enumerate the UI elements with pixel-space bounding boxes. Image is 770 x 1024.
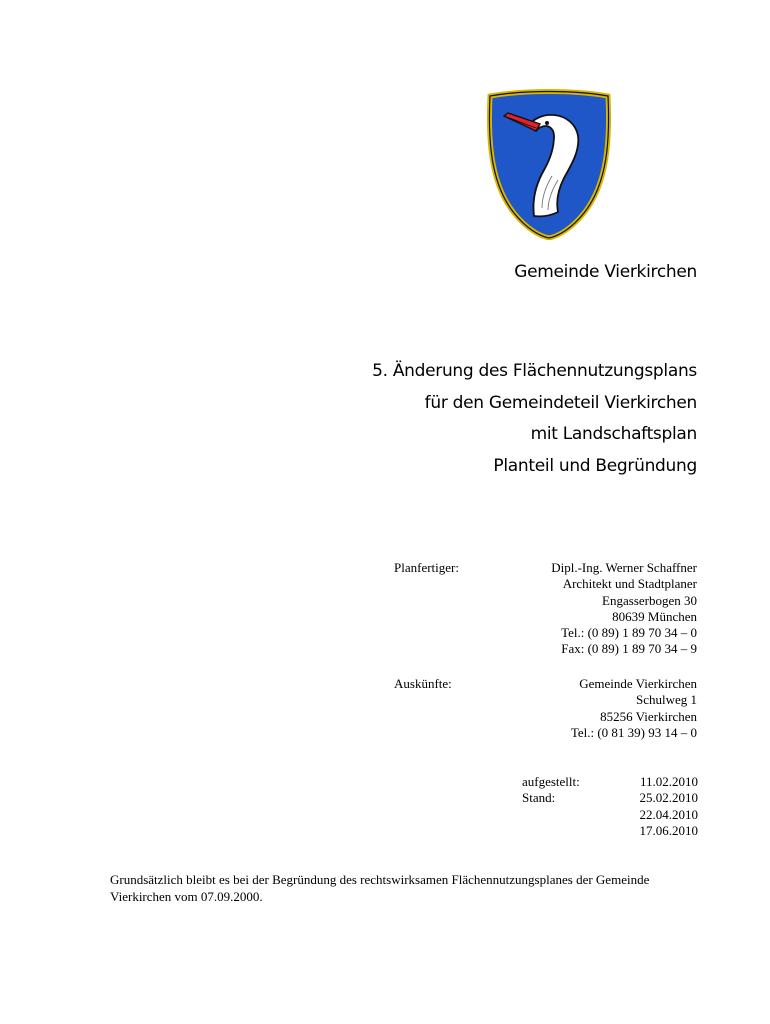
contact-line: Gemeinde Vierkirchen <box>579 676 697 691</box>
title-line: 5. Änderung des Flächennutzungsplans <box>372 361 697 381</box>
dates-section <box>522 774 698 839</box>
footnote-text: Grundsätzlich bleibt es bei der Begründung des rechtswirksamen Flächennutzungsplanes der Gemeinde Vierkirchen vom 07.09.2000. <box>110 872 650 904</box>
date-label: aufgestellt: <box>522 774 580 789</box>
document-title <box>372 356 697 482</box>
date-value: 11.02.2010 <box>639 774 698 789</box>
date-row <box>522 790 698 806</box>
date-row <box>522 823 698 839</box>
date-value: 25.02.2010 <box>639 790 698 806</box>
date-value: 17.06.2010 <box>639 822 698 838</box>
planner-line: 80639 München <box>612 608 697 624</box>
title-line: Planteil und Begründung <box>493 455 697 476</box>
date-value: 22.04.2010 <box>639 806 698 822</box>
municipality-name: Gemeinde Vierkirchen <box>514 262 697 282</box>
title-line: mit Landschaftsplan <box>530 424 697 444</box>
date-row <box>522 807 698 823</box>
date-label: Stand: <box>522 790 556 806</box>
title-line: für den Gemeindeteil Vierkirchen <box>424 392 697 413</box>
planner-line: Dipl.-Ing. Werner Schaffner <box>551 560 697 575</box>
planner-address <box>551 560 697 658</box>
planner-fax: Fax: (0 89) 1 89 70 34 – 9 <box>561 641 697 657</box>
contact-line: 85256 Vierkirchen <box>600 708 697 724</box>
planner-line: Engasserbogen 30 <box>602 592 697 608</box>
contact-label: Auskünfte: <box>394 676 452 691</box>
planner-phone: Tel.: (0 89) 1 89 70 34 – 0 <box>561 625 697 641</box>
contact-line: Schulweg 1 <box>635 692 697 708</box>
contact-phone: Tel.: (0 81 39) 93 14 – 0 <box>570 724 697 740</box>
contact-address <box>571 676 697 741</box>
date-row <box>522 774 698 790</box>
planner-line: Architekt und Stadtplaner <box>562 576 697 592</box>
planner-label: Planfertiger: <box>394 560 459 575</box>
stork-coat-of-arms-icon <box>484 88 614 240</box>
